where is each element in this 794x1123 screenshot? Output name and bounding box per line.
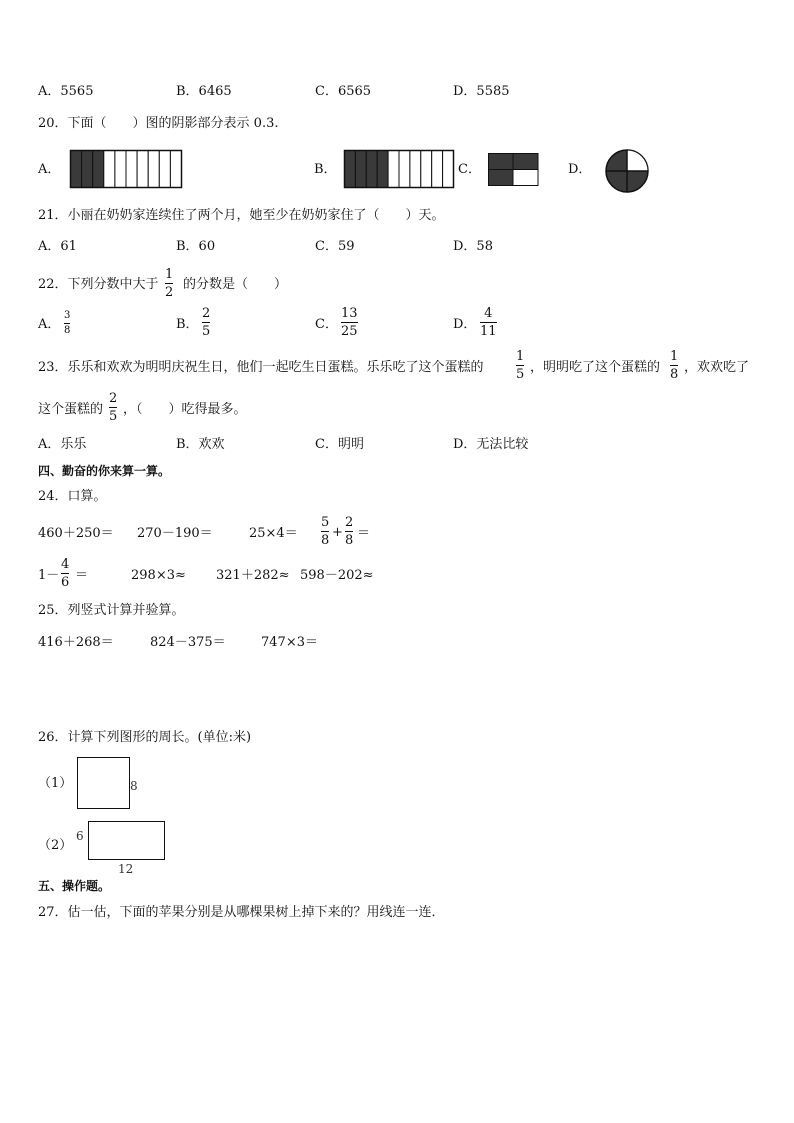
q25-item-3: 747×3＝ [261, 635, 318, 650]
q20-label-b: B． [314, 162, 337, 177]
q20-label-d: D． [568, 162, 592, 177]
q22-option-d-fraction: 4 11 [480, 306, 497, 339]
q19-option-b: B．6465 [176, 84, 232, 99]
empty-cell [421, 151, 432, 188]
q26-rectangle-height-label: 6 [76, 829, 84, 843]
q20-stem: 20．下面（ ）图的阴影部分表示 0.3. [38, 116, 279, 131]
q22-stem-b: 的分数是（ ） [183, 277, 288, 292]
q23-fraction-2: 1 8 [670, 349, 679, 382]
q19-option-d: D．5585 [453, 84, 510, 99]
q22-label-d: D． [453, 317, 477, 332]
q20-figure-a [70, 150, 182, 188]
shaded-cell [93, 151, 104, 188]
q24-item-5-fraction: 4 6 [61, 557, 70, 590]
q23-stem-b: ，明明吃了这个蛋糕的 [530, 360, 661, 375]
q23-option-b: B．欢欢 [176, 437, 225, 452]
q26-figure-2-label: （2） [38, 838, 73, 853]
q26-square [77, 757, 130, 809]
q24-item-4-equals: ＝ [357, 526, 371, 541]
q23-option-c: C．明明 [315, 437, 364, 452]
empty-cell [104, 151, 115, 188]
empty-cell [126, 151, 137, 188]
q22-stem-a: 22．下列分数中大于 [38, 277, 159, 292]
q22-option-b-fraction: 2 5 [202, 306, 211, 339]
shaded-cell [366, 151, 377, 188]
q22-option-c-fraction: 13 25 [341, 306, 358, 339]
empty-cell [410, 151, 421, 188]
empty-cell [432, 151, 443, 188]
q24-item-4-fraction-b: 2 8 [345, 515, 354, 548]
q21-option-b: B．60 [176, 239, 216, 254]
empty-cell [115, 151, 126, 188]
q25-item-1: 416＋268＝ [38, 635, 114, 650]
q20-label-a: A． [38, 162, 61, 177]
shaded-cell [71, 151, 82, 188]
empty-cell [170, 151, 181, 188]
q24-item-5-prefix: 1－ [38, 568, 60, 583]
q24-item-7: 321＋282≈ [216, 568, 290, 583]
section-5-title: 五、操作题。 [38, 879, 111, 893]
q27-stem: 27．估一估，下面的苹果分别是从哪棵果树上掉下来的？用线连一连． [38, 905, 445, 920]
q23-option-d: D．无法比较 [453, 437, 529, 452]
q20-label-c: C． [458, 162, 481, 177]
empty-cell [159, 151, 170, 188]
q23-stem-d: 这个蛋糕的 [38, 402, 104, 417]
q24-stem: 24．口算。 [38, 489, 107, 504]
q20-figure-b [344, 150, 454, 188]
q23-stem-a: 23．乐乐和欢欢为明明庆祝生日，他们一起吃生日蛋糕。乐乐吃了这个蛋糕的 [38, 360, 484, 375]
q24-item-6: 298×3≈ [131, 568, 186, 583]
q19-option-c: C．6565 [315, 84, 372, 99]
q24-item-5-equals: ＝ [75, 568, 89, 583]
empty-cell [137, 151, 148, 188]
q24-item-2: 270－190＝ [137, 526, 213, 541]
empty-cell [399, 151, 410, 188]
q22-label-a: A． [38, 317, 61, 332]
q20-figure-d [604, 149, 650, 193]
q23-fraction-3: 2 5 [109, 391, 118, 424]
q23-option-a: A．乐乐 [38, 437, 87, 452]
q23-stem-e: ，（ ）吃得最多。 [123, 402, 247, 417]
q21-option-a: A．61 [38, 239, 77, 254]
q26-rectangle [88, 821, 165, 860]
section-4-title: 四、勤奋的你来算一算。 [38, 464, 171, 478]
shaded-cell [345, 151, 356, 188]
q21-stem: 21．小丽在奶奶家连续住了两个月，她至少在奶奶家住了（ ）天。 [38, 208, 445, 223]
q24-item-4-plus: + [332, 525, 343, 540]
q26-rectangle-width-label: 12 [118, 862, 134, 876]
q24-item-8: 598－202≈ [300, 568, 374, 583]
q24-item-1: 460＋250＝ [38, 526, 114, 541]
q22-label-b: B． [176, 317, 199, 332]
q19-option-a: A．5565 [38, 84, 94, 99]
empty-cell [148, 151, 159, 188]
shaded-cell [82, 151, 93, 188]
q26-figure-1-label: （1） [38, 776, 73, 791]
q23-fraction-1: 1 5 [516, 349, 525, 382]
q25-item-2: 824－375＝ [150, 635, 226, 650]
q20-figure-c [488, 153, 539, 186]
q24-item-3: 25×4＝ [249, 526, 298, 541]
q25-stem: 25．列竖式计算并验算。 [38, 603, 185, 618]
q21-option-c: C．59 [315, 239, 355, 254]
empty-cell [388, 151, 399, 188]
shaded-cell [355, 151, 366, 188]
q26-stem: 26．计算下列图形的周长。(单位:米) [38, 730, 252, 745]
q21-option-d: D．58 [453, 239, 493, 254]
q22-stem-fraction: 1 2 [165, 267, 174, 300]
q24-item-4-fraction-a: 5 8 [321, 515, 330, 548]
empty-cell [443, 151, 454, 188]
shaded-cell [377, 151, 388, 188]
q22-label-c: C． [315, 317, 338, 332]
q23-stem-c: ，欢欢吃了 [684, 360, 750, 375]
q26-square-side-label: 8 [130, 779, 138, 793]
q22-option-a-fraction: 3 8 [64, 310, 71, 336]
